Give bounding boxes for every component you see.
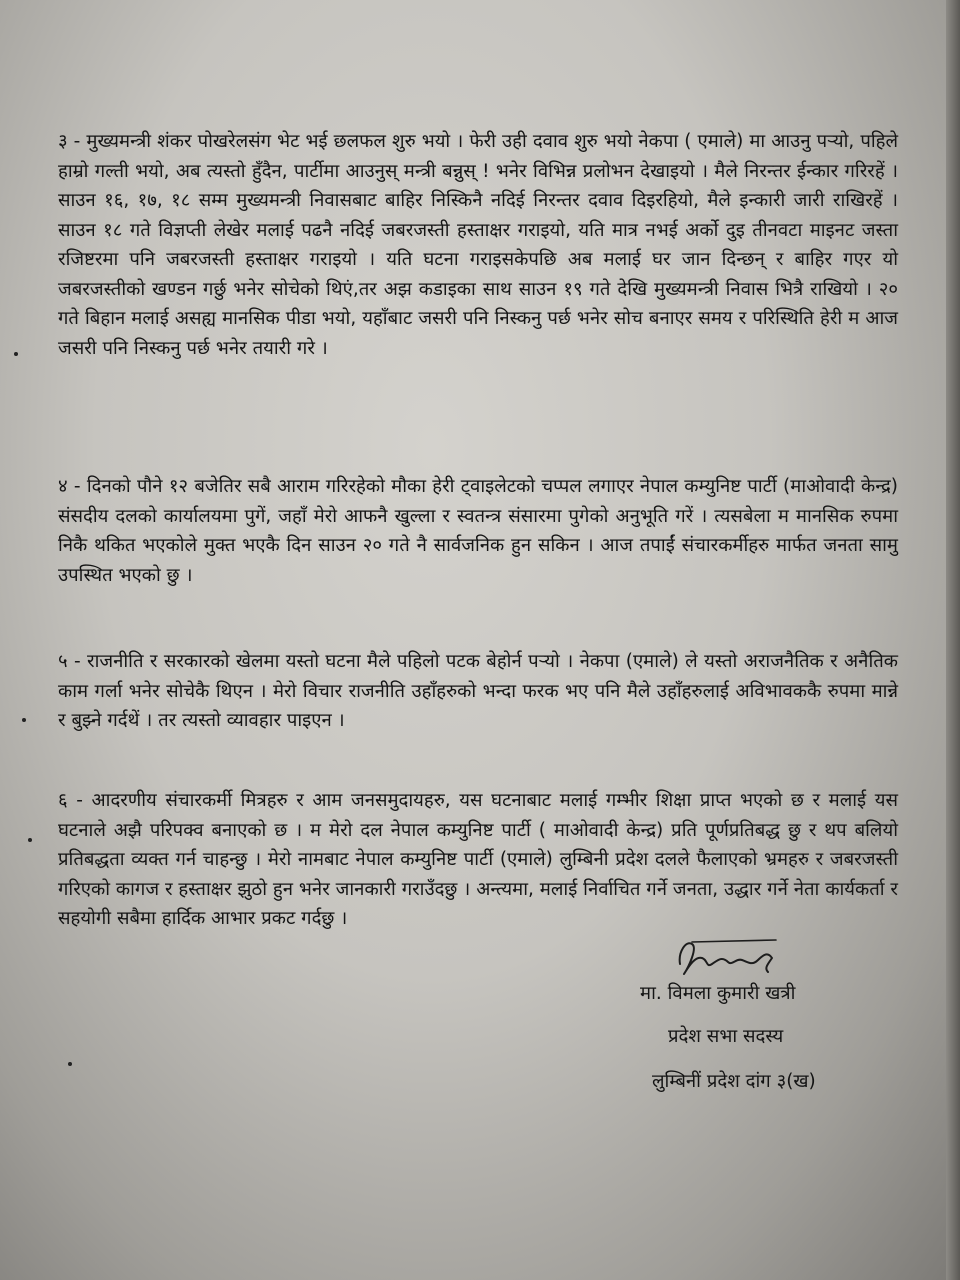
signatory-title: प्रदेश सभा सदस्य [668, 1026, 784, 1047]
paragraph-5: ५ - राजनीति र सरकारको खेलमा यस्तो घटना मैले पहिलो पटक बेहोर्न पर्‍यो । नेकपा (एमाले) ले यस्तो अराजनैतिक र अनैतिक काम गर्ला भनेर सोचेकै थिएन । मेरो विचार राजनीति उहाँहरुको भन्दा फरक भए पनि मैले उहाँहरुलाई अविभावककै रुपमा मान्ने र बुझ्ने गर्दथें । तर त्यस्तो व्यावहार पाइएन । [58, 651, 898, 731]
signatory-name: मा. विमला कुमारी खत्री [640, 983, 796, 1004]
ink-dot [68, 1062, 72, 1066]
ink-dot [22, 718, 26, 722]
paragraph-3: ३ - मुख्यमन्त्री शंकर पोखरेलसंग भेट भई छलफल शुरु भयो । फेरी उही दवाव शुरु भयो नेकपा ( एमाले) मा आउनु पर्‍यो, पहिले हाम्रो गल्ती भयो, अब त्यस्तो हुँदैन, पार्टीमा आउनुस् मन्त्री बन्नुस् ! भनेर विभिन्न प्रलोभन देखाइयो । मैले निरन्तर ईन्कार गरिरहें । साउन १६, १७, १८ सम्म मुख्यमन्त्री निवासबाट बाहिर निस्किनै नदिई निरन्तर दवाव दिइरहियो, मैले इन्कारी जारी राखिरहें । साउन १८ गते विज्ञप्ती लेखेर मलाई पढनै नदिई जबरजस्ती हस्ताक्षर गराइयो, यति मात्र नभई अर्को दुइ तीनवटा माइनट जस्ता रजिष्टरमा पनि जबरजस्ती हस्ताक्षर गराइयो । यति घटना गराइसकेपछि अब मलाई घर जान दिन्छन् र बाहिर गएर यो जबरजस्तीको खण्डन गर्छु भनेर सोचेको थिएं,तर अझ कडाइका साथ साउन १९ गते देखि मुख्यमन्त्री निवास भित्रै राखियो । २० गते बिहान मलाई असह्य मानसिक पीडा भयो, यहाँबाट जसरी पनि निस्कनु पर्छ भनेर सोच बनाएर समय र परिस्थिति हेरी म आज जसरी पनि निस्कनु पर्छ भनेर तयारी गरे । [58, 131, 898, 359]
ink-dot [28, 838, 32, 842]
paragraph-6: ६ - आदरणीय संचारकर्मी मित्रहरु र आम जनसमुदायहरु, यस घटनाबाट मलाई गम्भीर शिक्षा प्राप्त भएको छ र मलाई यस घटनाले अझै परिपक्व बनाएको छ । म मेरो दल नेपाल कम्युनिष्ट पार्टी ( माओवादी केन्द्र) प्रति पूर्णप्रतिबद्ध छु र थप बलियो प्रतिबद्धता व्यक्त गर्न चाहन्छु । मेरो नामबाट नेपाल कम्युनिष्ट पार्टी (एमाले) लुम्बिनी प्रदेश दलले फैलाएको भ्रमहरु र जबरजस्ती गरिएको कागज र हस्ताक्षर झुठो हुन भनेर जानकारी गराउँदछु । अन्त्यमा, मलाई निर्वाचित गर्ने जनता, उद्धार गर्ने नेता कार्यकर्ता र सहयोगी सबैमा हार्दिक आभार प्रकट गर्दछु । [58, 790, 898, 929]
paragraph-4: ४ - दिनको पौने १२ बजेतिर सबै आराम गरिरहेको मौका हेरी ट्वाइलेटको चप्पल लगाएर नेपाल कम्युनिष्ट पार्टी (माओवादी केन्द्र) संसदीय दलको कार्यालयमा पुगें, जहाँ मेरो आफनै खुल्ला र स्वतन्त्र संसारमा पुगेको अनुभूति गरें । त्यसबेला म मानसिक रुपमा निकै थकित भएकोले मुक्त भएकै दिन साउन २० गते नै सार्वजनिक हुन सकिन । आज तपाईं संचारकर्मीहरु मार्फत जनता सामु उपस्थित भएको छु । [58, 476, 898, 586]
handwritten-signature [672, 934, 782, 984]
signatory-district: लुम्बिनीं प्रदेश दांग ३(ख) [652, 1071, 816, 1092]
ink-dot [14, 352, 18, 356]
paper-edge [946, 0, 960, 1280]
